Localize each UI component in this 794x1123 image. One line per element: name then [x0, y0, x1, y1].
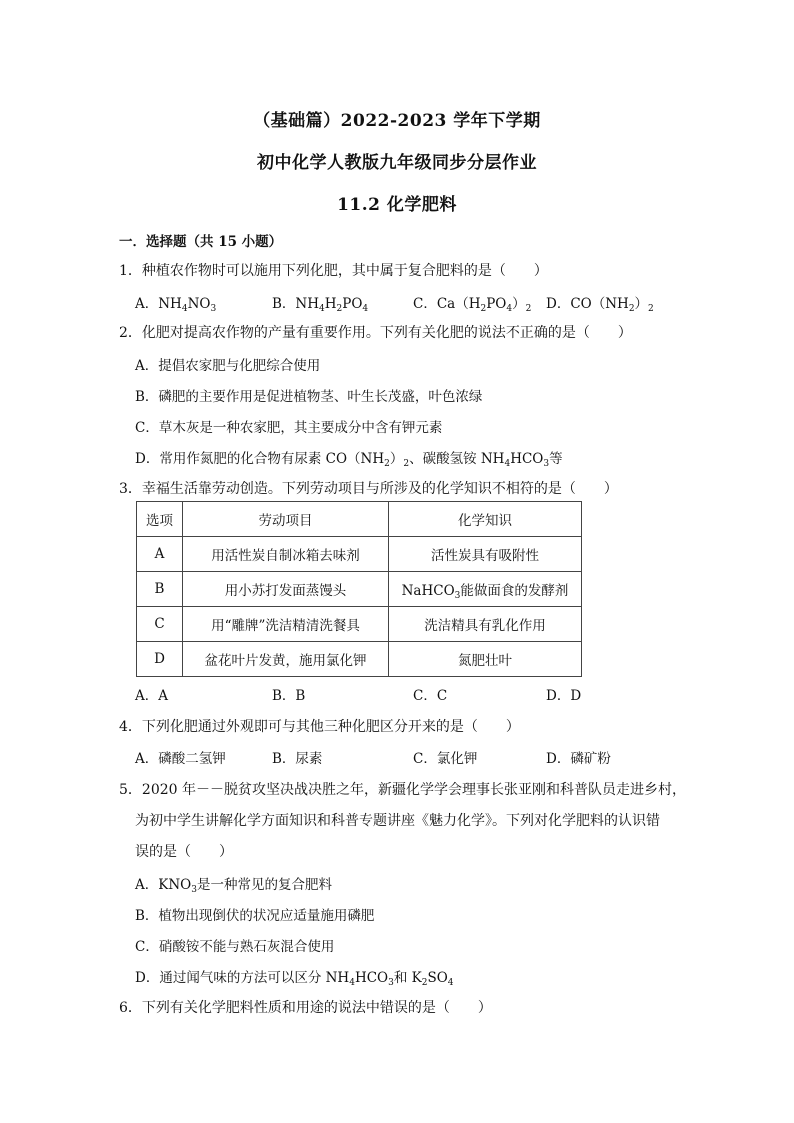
header-line-1: （基础篇）2022-2023 学年下学期 — [253, 111, 541, 131]
q4-option-c: C．氯化钾 — [413, 751, 478, 767]
table-cell: A — [137, 537, 183, 572]
q2-option-c: C．草木灰是一种农家肥，其主要成分中含有钾元素 — [135, 420, 443, 436]
table-row — [137, 642, 582, 677]
question-4-stem: 4．下列化肥通过外观即可与其他三种化肥区分开来的是（ ） — [119, 719, 520, 735]
table-cell: 用“雕牌”洗洁精清洗餐具 — [183, 607, 389, 642]
question-1-stem: 1．种植农作物时可以施用下列化肥，其中属于复合肥料的是（ ） — [119, 263, 548, 279]
q3-option-a: A．A — [135, 688, 168, 704]
q3-option-b: B．B — [272, 688, 306, 704]
table-cell: C — [137, 607, 183, 642]
table-cell: 盆花叶片发黄，施用氯化钾 — [183, 642, 389, 677]
table-header-cell: 选项 — [137, 502, 183, 537]
q1-option-b: B．$NH_4H_2PO_4$ — [272, 296, 369, 314]
question-3-stem: 3．幸福生活靠劳动创造。下列劳动项目与所涉及的化学知识不相符的是（ ） — [119, 481, 618, 497]
header-line-2: 初中化学人教版九年级同步分层作业 — [257, 153, 537, 173]
table-row — [137, 607, 582, 642]
q3-option-d: D．D — [546, 688, 582, 704]
table-header-cell: 劳动项目 — [183, 502, 389, 537]
table-cell: 活性炭具有吸附性 — [389, 537, 582, 572]
q4-option-d: D．磷矿粉 — [546, 751, 611, 767]
q5-option-b: B．植物出现倒伏的状况应适量施用磷肥 — [135, 908, 375, 924]
question-6-stem: 6．下列有关化学肥料性质和用途的说法中错误的是（ ） — [119, 1000, 492, 1016]
section-heading: 一．选择题（共 15 小题） — [119, 234, 283, 250]
q5-option-c: C．硝酸铵不能与熟石灰混合使用 — [135, 939, 335, 955]
table-cell: B — [137, 572, 183, 607]
table-cell: NaHCO$_3$能做面食的发酵剂 — [389, 572, 582, 607]
q2-option-a: A．提倡农家肥与化肥综合使用 — [135, 358, 321, 374]
q3-option-c: C．C — [413, 688, 448, 704]
q1-option-a: A．$NH_4NO_3$ — [135, 296, 217, 314]
q1-option-d: D．$CO(NH_2)_2$ — [546, 296, 654, 314]
question-5-stem-line-2: 为初中学生讲解化学方面知识和科普专题讲座《魅力化学》。下列对化学肥料的认识错 — [135, 813, 660, 829]
q4-option-b: B．尿素 — [272, 751, 323, 767]
q2-option-b: B．磷肥的主要作用是促进植物茎、叶生长茂盛，叶色浓绿 — [135, 389, 483, 405]
question-5-stem-line-1: 5．2020 年－－脱贫攻坚决战决胜之年，新疆化学学会理事长张亚刚和科普队员走进乡村， — [119, 782, 686, 798]
table-row — [137, 572, 582, 607]
q5-option-a: A．$KNO_3$是一种常见的复合肥料 — [135, 877, 332, 895]
table-cell: 用活性炭自制冰箱去味剂 — [183, 537, 389, 572]
header-line-3: 11.2 化学肥料 — [337, 195, 457, 215]
question-2-stem: 2．化肥对提高农作物的产量有重要作用。下列有关化肥的说法不正确的是（ ） — [119, 325, 632, 341]
table-cell: D — [137, 642, 183, 677]
q1-option-c: C．$Ca(H_2PO_4)_2$ — [413, 296, 532, 314]
table-cell: 洗洁精具有乳化作用 — [389, 607, 582, 642]
q5-option-d: D．通过闻气味的方法可以区分 $NH_4HCO_3$和 $K_2SO_4$ — [135, 970, 454, 988]
table-row — [137, 537, 582, 572]
table-cell: 用小苏打发面蒸馒头 — [183, 572, 389, 607]
question-5-stem-line-3: 误的是（ ） — [135, 844, 233, 860]
q3-table — [136, 501, 582, 677]
q2-option-d: D．常用作氮肥的化合物有尿素 $CO(NH_2)_2$、碳酸氢铵 $NH_4HCO_3$等 — [135, 451, 563, 469]
q4-option-a: A．磷酸二氢钾 — [135, 751, 226, 767]
table-cell: 氮肥壮叶 — [389, 642, 582, 677]
table-header-cell: 化学知识 — [389, 502, 582, 537]
table-header-row — [137, 502, 582, 537]
